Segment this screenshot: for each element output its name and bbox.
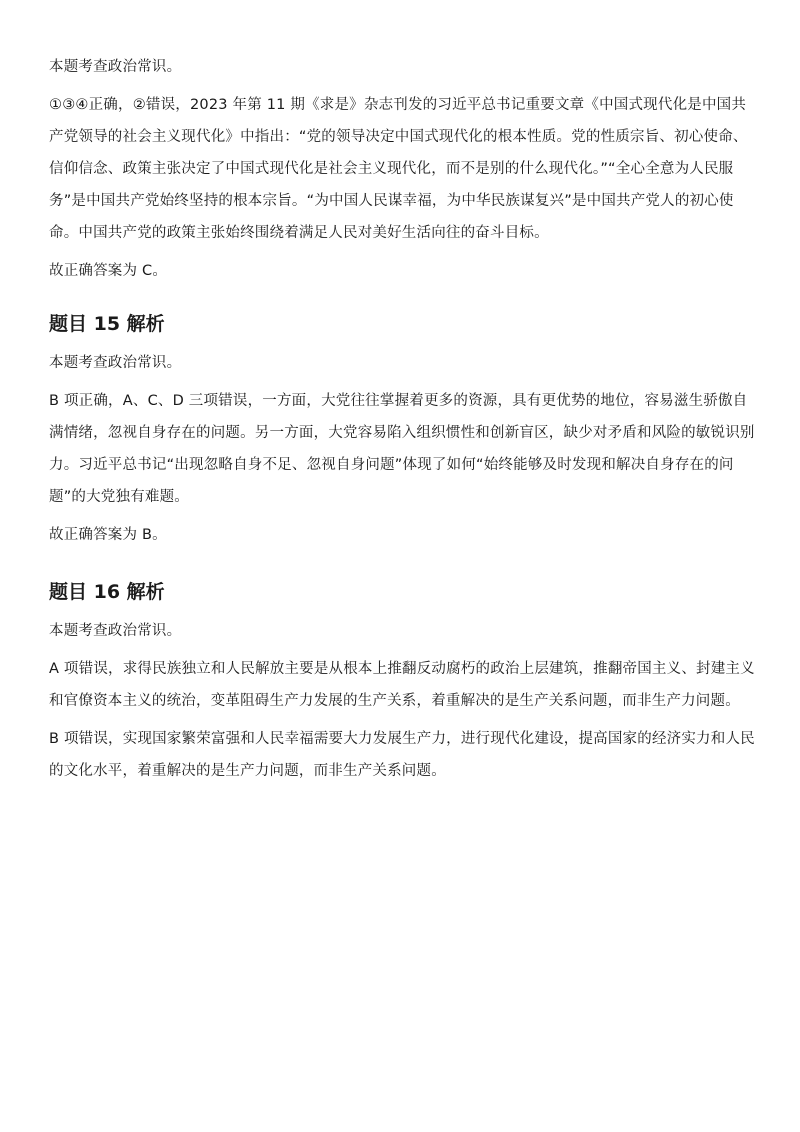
- section-heading: 题目 16 解析: [49, 581, 165, 603]
- section-16-analysis: [49, 577, 755, 787]
- answer-line: 故正确答案为 C。: [49, 263, 168, 279]
- analysis-paragraph: ①③④正确，②错误，2023 年第 11 期《求是》杂志刊发的习近平总书记重要文章《中国式现代化是中国共产党领导的社会主义现代化》中指出：“党的领导决定中国式现代化的根本性质。党的性质宗旨、初心使命、信仰信念、政策主张决定了中国式现代化是社会主义现代化，而不是别的什么现代化。”“全心全意为人民服务”是中国共产党始终坚持的根本宗旨。“为中国人民谋幸福，为中华民族谋复兴”是中国共产党人的初心使命。中国共产党的政策主张始终围绕着满足人民对美好生活向往的奋斗目标。: [49, 97, 748, 241]
- analysis-paragraph: B 项正确，A、C、D 三项错误，一方面，大党往往掌握着更多的资源，具有更优势的地位，容易滋生骄傲自满情绪，忽视自身存在的问题。另一方面，大党容易陷入组织惯性和创新盲区，缺少对矛盾和风险的敏锐识别力。习近平总书记“出现忽略自身不足、忽视自身问题”体现了如何“始终能够及时发现和解决自身存在的问题”的大党独有难题。: [49, 393, 755, 505]
- topic-line: 本题考查政治常识。: [49, 355, 182, 371]
- section-14-analysis: [49, 51, 755, 287]
- topic-line: 本题考查政治常识。: [49, 623, 182, 639]
- section-15-analysis: [49, 309, 755, 551]
- analysis-paragraph: B 项错误，实现国家繁荣富强和人民幸福需要大力发展生产力，进行现代化建设，提高国家的经济实力和人民的文化水平，着重解决的是生产力问题，而非生产关系问题。: [49, 731, 755, 779]
- topic-line: 本题考查政治常识。: [49, 59, 182, 75]
- analysis-paragraph: A 项错误，求得民族独立和人民解放主要是从根本上推翻反动腐朽的政治上层建筑，推翻帝国主义、封建主义和官僚资本主义的统治，变革阻碍生产力发展的生产关系，着重解决的是生产关系问题，而非生产力问题。: [49, 661, 755, 709]
- section-heading: 题目 15 解析: [49, 313, 165, 335]
- answer-line: 故正确答案为 B。: [49, 527, 167, 543]
